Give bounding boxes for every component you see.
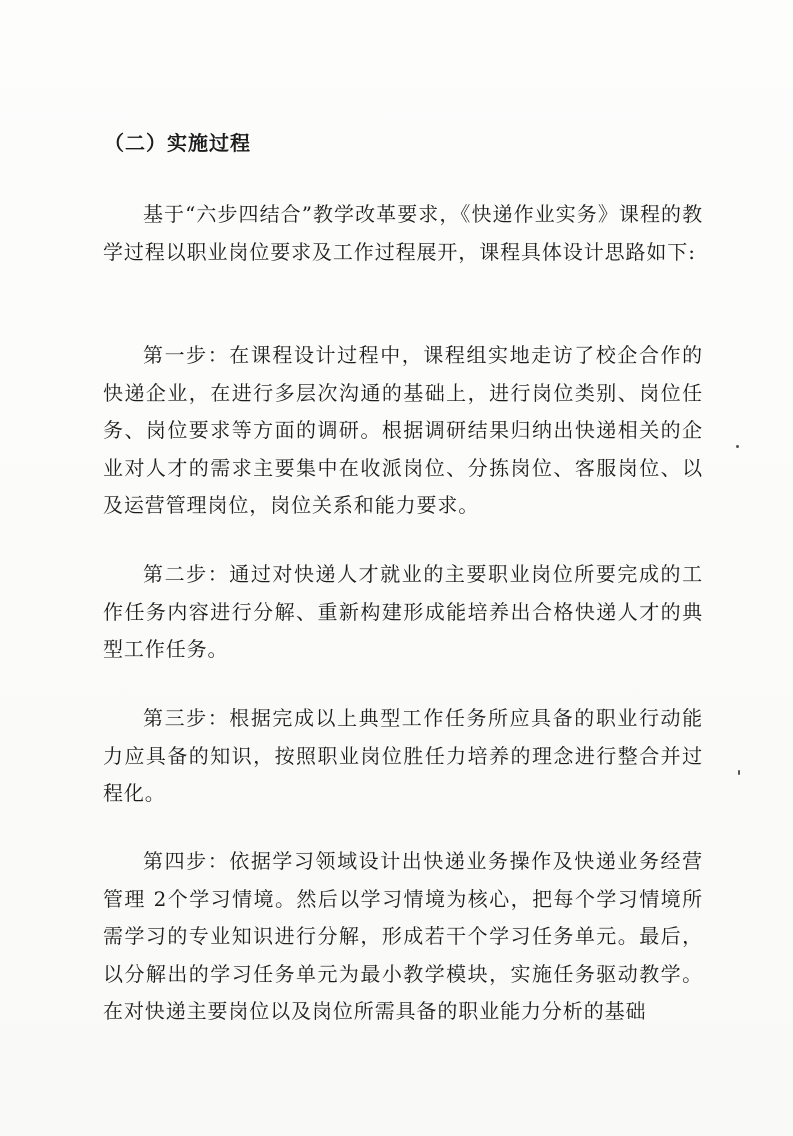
section-heading: （二）实施过程 [104, 131, 251, 155]
paragraph-intro: 基于“六步四结合”教学改革要求，《快递作业实务》课程的教学过程以职业岗位要求及工作过程展开，课程具体设计思路如下: [103, 202, 703, 264]
paragraph-step-one: 第一步：在课程设计过程中，课程组实地走访了校企合作的快递企业，在进行多层次沟通的基础上，进行岗位类别、岗位任务、岗位要求等方面的调研。根据调研结果归纳出快递相关的企业对人才的需求主要集中在收派岗位、分拣岗位、客服岗位、以及运营管理岗位，岗位关系和能力要求。 [103, 343, 703, 517]
paragraph-step-four: 第四步：依据学习领域设计出快递业务操作及快递业务经营管理 2个学习情境。然后以学习情境为核心，把每个学习情境所需学习的专业知识进行分解，形成若干个学习任务单元。最后，以分解出的学习任务单元为最小教学模块，实施任务驱动教学。在对快递主要岗位以及岗位所需具备的职业能力分析的基础 [103, 849, 703, 1023]
scan-speck [736, 445, 739, 448]
paragraph-step-two: 第二步：通过对快递人才就业的主要职业岗位所要完成的工作任务内容进行分解、重新构建形成能培养出合格快递人才的典型工作任务。 [103, 562, 703, 661]
paragraph-step-three: 第三步：根据完成以上典型工作任务所应具备的职业行动能力应具备的知识，按照职业岗位胜任力培养的理念进行整合并过程化。 [103, 706, 703, 805]
scan-speck [738, 770, 740, 775]
